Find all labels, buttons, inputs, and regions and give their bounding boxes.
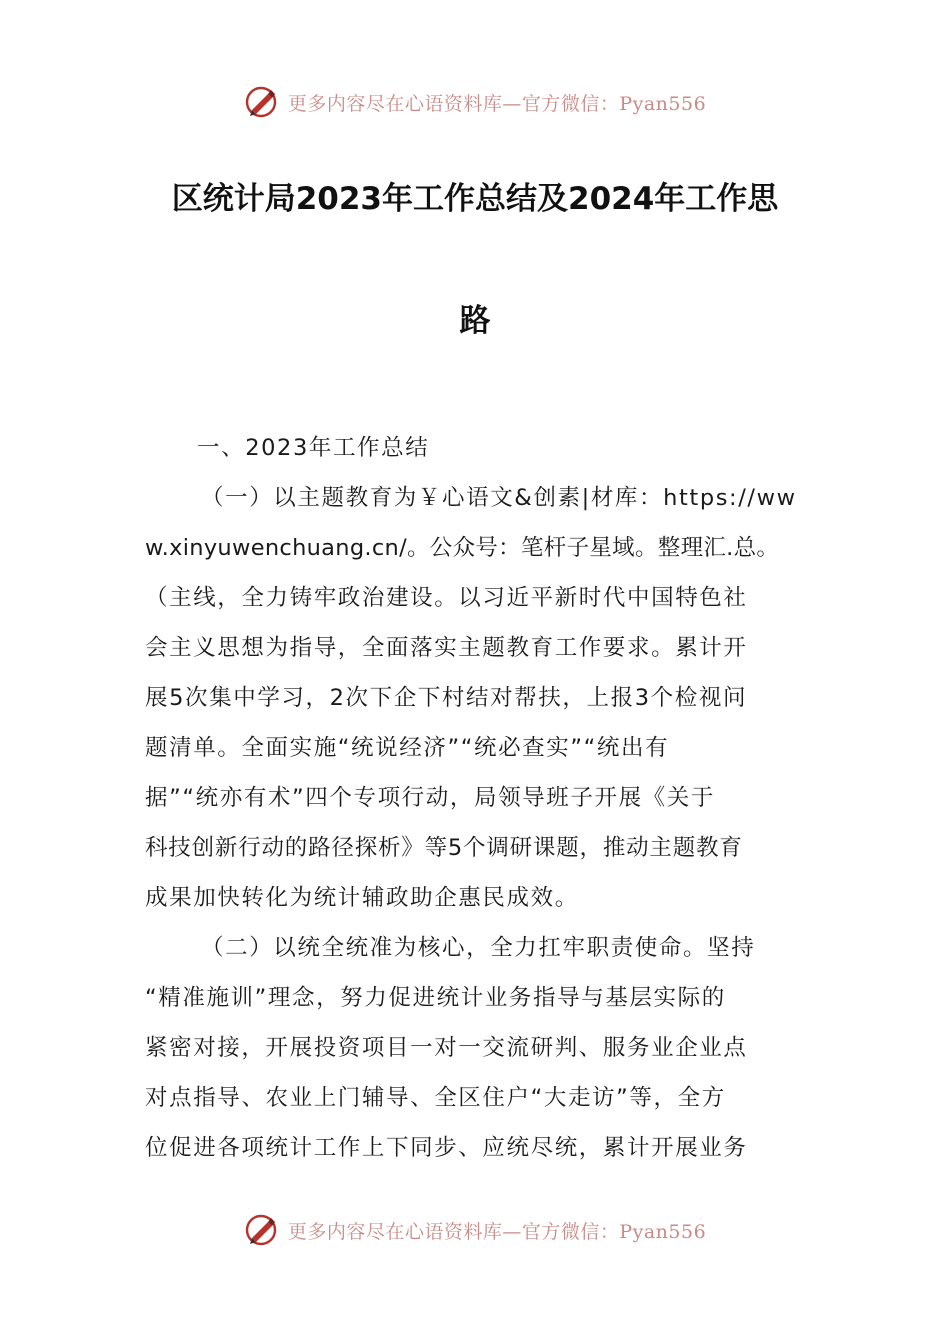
paragraph-line: 展5次集中学习，2次下企下村结对帮扶，上报3个检视问 bbox=[145, 685, 748, 711]
paragraph-line: （主线，全力铸牢政治建设。以习近平新时代中国特色社 bbox=[145, 585, 748, 611]
paragraph-line: 对点指导、农业上门辅导、全区住户“大走访”等，全方 bbox=[145, 1085, 726, 1111]
footer-banner-text: 更多内容尽在心语资料库—官方微信：Pyan556 bbox=[287, 1220, 707, 1243]
footer-banner bbox=[0, 1208, 950, 1252]
header-banner-text: 更多内容尽在心语资料库—官方微信：Pyan556 bbox=[287, 92, 707, 115]
paragraph-line: 位促进各项统计工作上下同步、应统尽统，累计开展业务 bbox=[145, 1135, 748, 1161]
page-title-line-2: 路 bbox=[459, 303, 491, 339]
paragraph-line: （二）以统全统准为核心，全力扛牢职责使命。坚持 bbox=[201, 935, 756, 961]
paragraph-line: 题清单。全面实施“统说经济”“统必查实”“统出有 bbox=[145, 735, 670, 761]
paragraph-line: 紧密对接，开展投资项目一对一交流研判、服务业企业点 bbox=[145, 1035, 748, 1061]
section-heading: 一、2023年工作总结 bbox=[197, 435, 430, 461]
pen-logo-icon bbox=[244, 84, 280, 120]
paragraph-line: 据”“统亦有术”四个专项行动，局领导班子开展《关于 bbox=[145, 785, 715, 811]
paragraph-line: （一）以主题教育为￥心语文&创素|材库：https://ww bbox=[201, 485, 797, 511]
paragraph-line: w.xinyuwenchuang.cn/。公众号：笔杆子星域。整理汇.总。 bbox=[145, 535, 780, 561]
paragraph-line: 科技创新行动的路径探析》等5个调研课题，推动主题教育 bbox=[145, 835, 743, 861]
paragraph-line: “精准施训”理念，努力促进统计业务指导与基层实际的 bbox=[145, 985, 726, 1011]
paragraph-line: 会主义思想为指导，全面落实主题教育工作要求。累计开 bbox=[145, 635, 748, 661]
page-title-line-1: 区统计局2023年工作总结及2024年工作思 bbox=[171, 181, 779, 217]
header-banner bbox=[0, 80, 950, 124]
paragraph-line: 成果加快转化为统计辅政助企惠民成效。 bbox=[145, 885, 579, 911]
pen-logo-icon bbox=[244, 1212, 280, 1248]
